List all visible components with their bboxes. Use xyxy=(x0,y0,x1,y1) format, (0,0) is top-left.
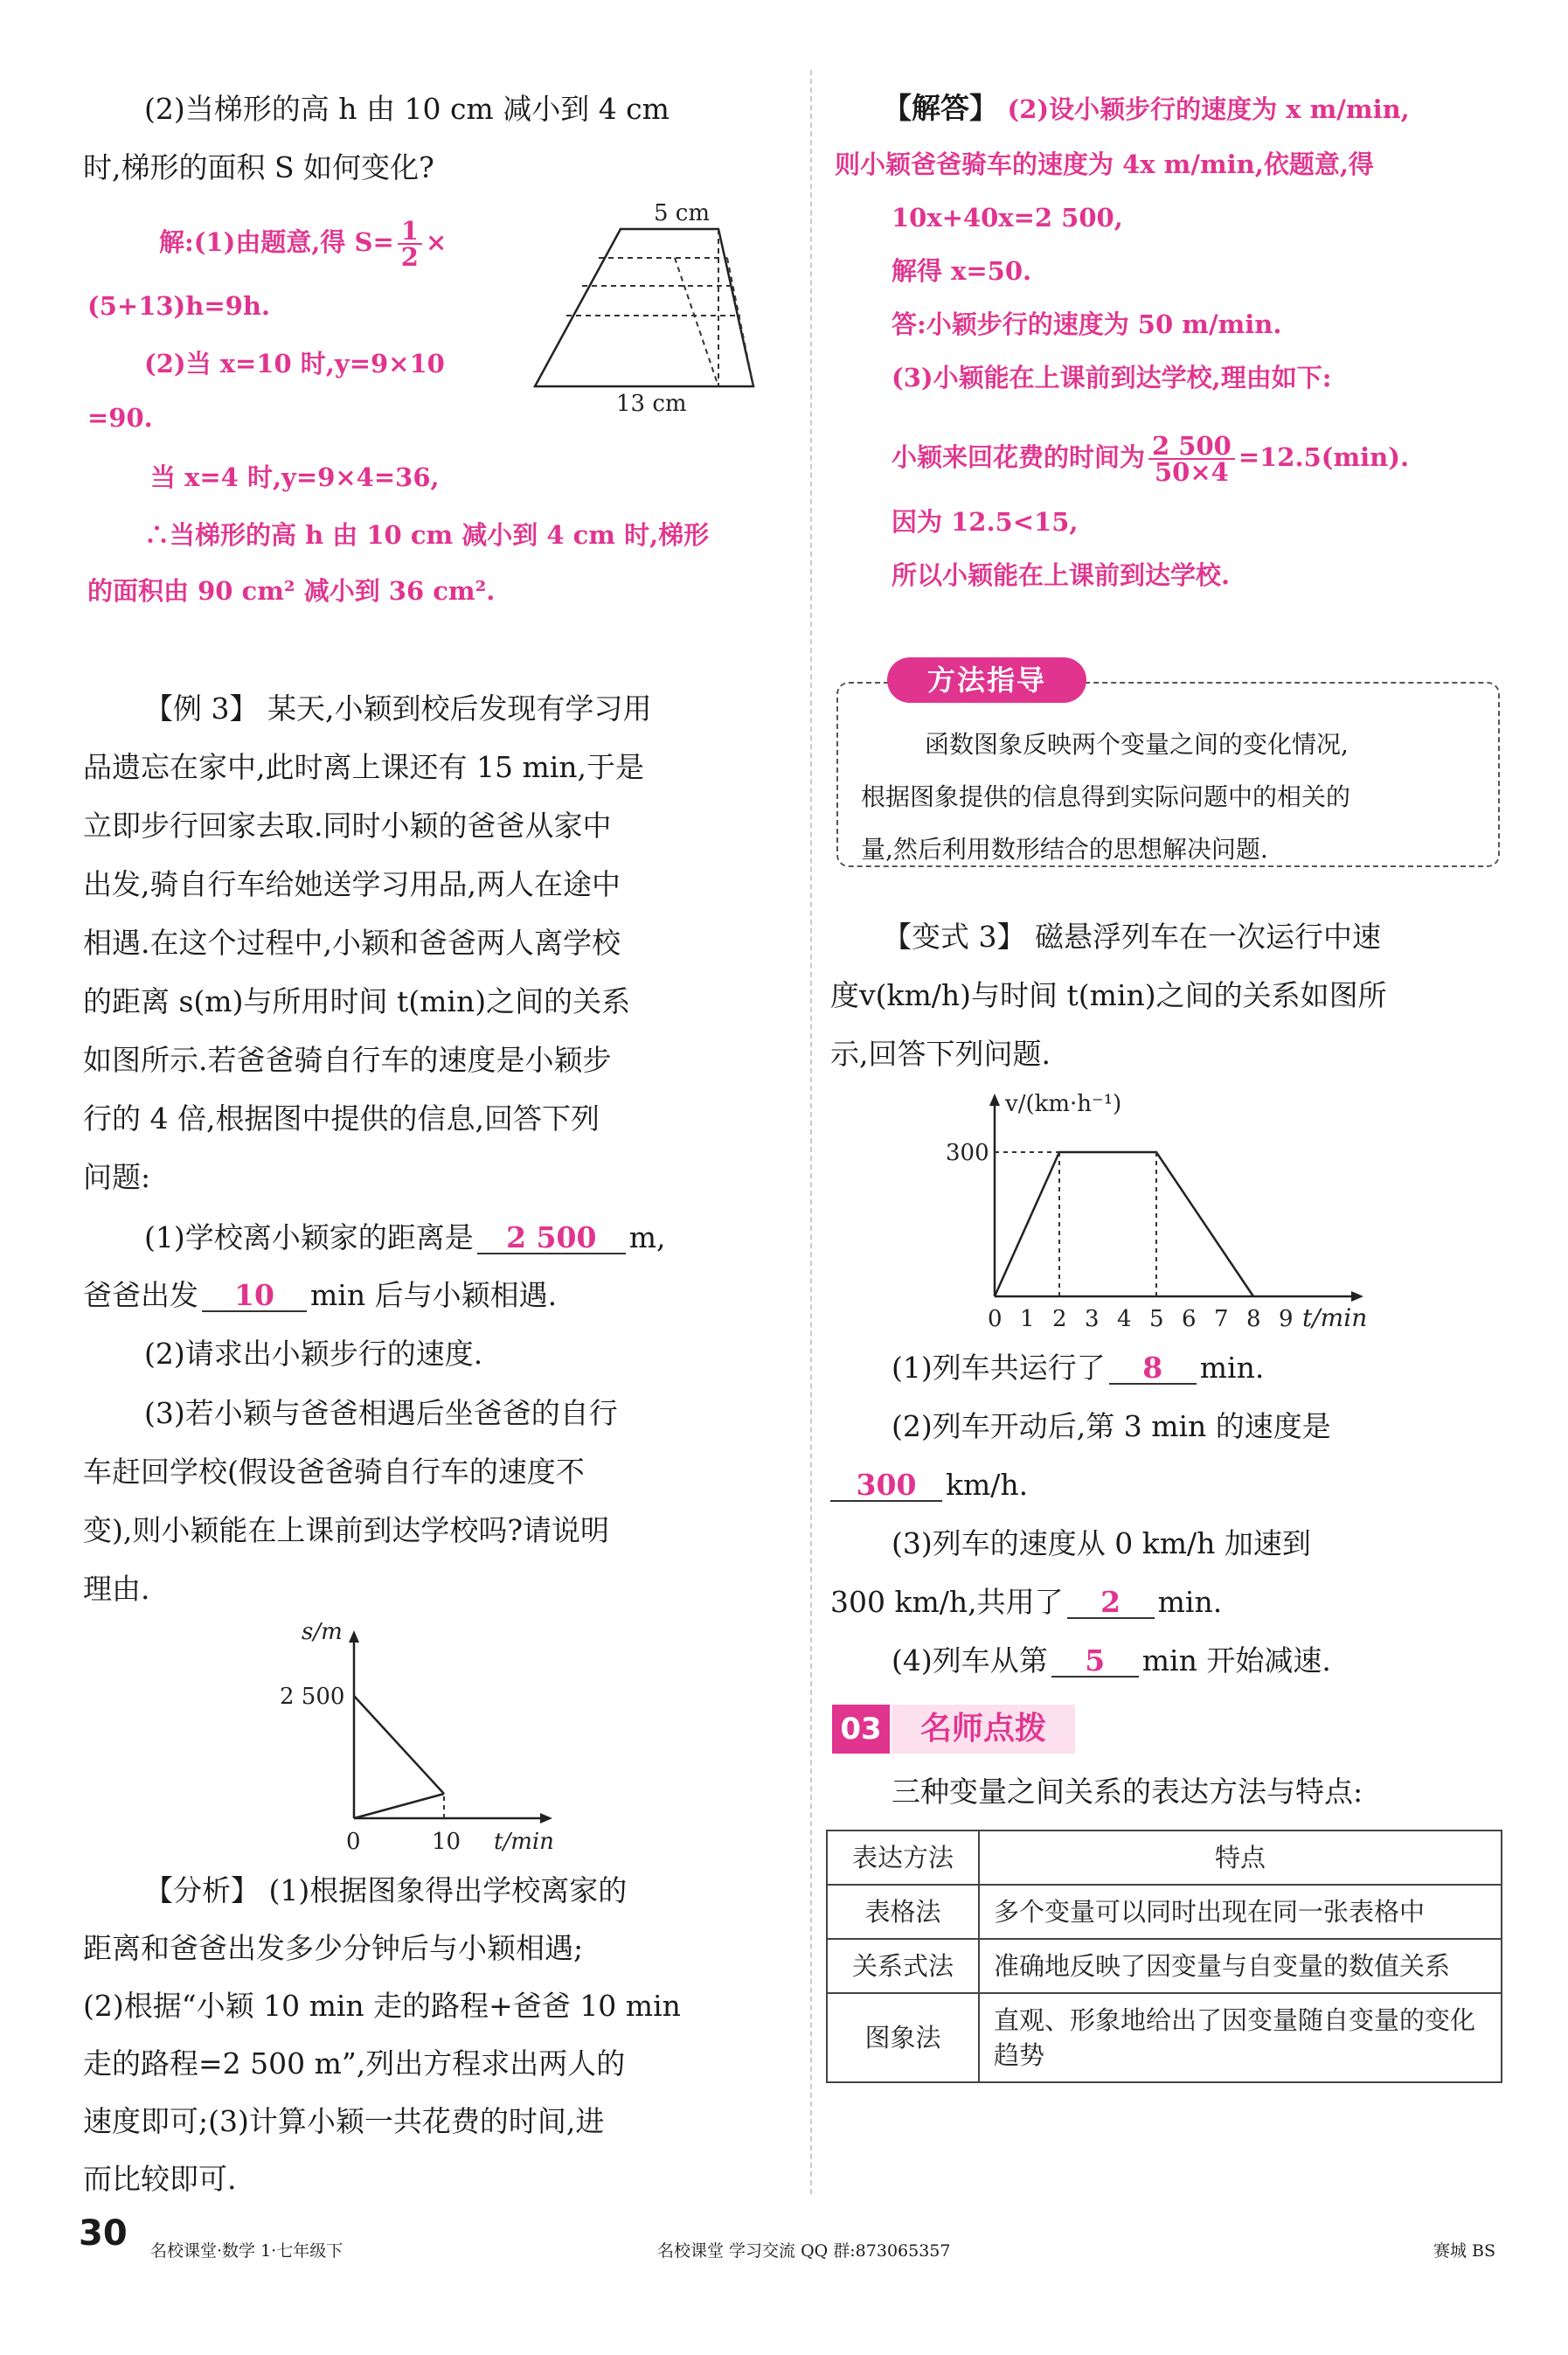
example3-line-2: 立即步行回家去取.同时小颖的爸爸从家中 xyxy=(83,809,612,843)
answer-blank-total-time: 8 xyxy=(1109,1353,1197,1385)
answer-line-0 xyxy=(883,91,1410,127)
fraction-numerator: 1 xyxy=(398,219,422,245)
chart2-xtick-2: 2 xyxy=(1052,1306,1067,1332)
expression-methods-table xyxy=(826,1830,1502,2083)
method-line-2: 量,然后利用数形结合的思想解决问题. xyxy=(861,835,1268,864)
analysis-line-1: 距离和爸爸出发多少分钟后与小颖相遇; xyxy=(83,1931,584,1965)
answer-so: 所以小颖能在上课前到达学校. xyxy=(892,560,1231,590)
table-row xyxy=(827,1885,1502,1939)
q3-line-0: (3)若小颖与爸爸相遇后坐爸爸的自行 xyxy=(144,1396,618,1430)
chart2-xtick-5: 5 xyxy=(1149,1306,1164,1332)
time-fraction-numerator: 2 500 xyxy=(1148,434,1235,460)
example3-line-6: 如图所示.若爸爸骑自行车的速度是小颖步 xyxy=(83,1043,612,1077)
solution-1-fraction xyxy=(398,216,422,272)
table-header-method: 表达方法 xyxy=(827,1831,979,1885)
chart2-velocity-line xyxy=(995,1152,1253,1296)
q1-text-a: (1)学校离小颖家的距离是 xyxy=(144,1220,474,1254)
solution-1-times: × xyxy=(425,227,448,257)
variant-q2-line2 xyxy=(830,1468,1028,1503)
analysis-line-4: 速度即可;(3)计算小颖一共花费的时间,进 xyxy=(83,2104,605,2138)
solution-2b: =90. xyxy=(87,403,153,433)
solution-1a xyxy=(159,216,448,272)
solution-1b: (5+13)h=9h. xyxy=(87,291,271,321)
chart2-xtick-9: 9 xyxy=(1279,1306,1294,1332)
variant-q3-line2 xyxy=(830,1585,1222,1620)
chart2-xtick-4: 4 xyxy=(1117,1306,1132,1332)
answer-line-3: 解得 x=50. xyxy=(892,256,1032,286)
q1-text-d: min 后与小颖相遇. xyxy=(310,1278,558,1312)
example3-line-7: 行的 4 倍,根据图中提供的信息,回答下列 xyxy=(83,1101,600,1136)
example3-line-4: 相遇.在这个过程中,小颖和爸爸两人离学校 xyxy=(83,926,621,960)
chart1-line-father xyxy=(354,1794,444,1818)
table-cell-method: 图象法 xyxy=(827,1993,979,2082)
table-row xyxy=(827,1939,1502,1993)
table-header-row xyxy=(827,1831,1502,1885)
answer-because: 因为 12.5<15, xyxy=(892,507,1079,537)
trapezoid-figure xyxy=(524,200,769,417)
solution-3: 当 x=4 时,y=9×4=36, xyxy=(150,462,440,492)
table-row xyxy=(827,1993,1502,2082)
method-guide-badge: 方法指导 xyxy=(887,657,1086,703)
method-line-0: 函数图象反映两个变量之间的变化情况, xyxy=(925,730,1349,759)
trapezoid-top-label: 5 cm xyxy=(654,200,711,226)
answer-time-line xyxy=(892,431,1410,487)
footer-edition: 赛城 BS xyxy=(1433,2241,1496,2261)
page-number: 30 xyxy=(79,2213,128,2254)
variant-q1 xyxy=(892,1351,1264,1386)
q2-text: (2)请求出小颖步行的速度. xyxy=(144,1337,483,1371)
variant3-line-0: 【变式 3】 磁悬浮列车在一次运行中速 xyxy=(883,920,1381,954)
chart2-ylabel: v/(km·h⁻¹) xyxy=(1005,1091,1122,1117)
table-cell-method: 表格法 xyxy=(827,1885,979,1939)
variant-q2-b: km/h. xyxy=(946,1468,1029,1502)
chart2-xtick-8: 8 xyxy=(1246,1306,1261,1332)
footer-center-text: 名校课堂 学习交流 QQ 群:873065357 xyxy=(657,2241,951,2261)
section-title: 名师点拨 xyxy=(892,1705,1075,1754)
q2-line-2: 时,梯形的面积 S 如何变化? xyxy=(83,150,434,184)
answer-blank-decel-start: 5 xyxy=(1051,1646,1139,1678)
variant-q3-b: 300 km/h,共用了 xyxy=(830,1585,1064,1619)
q3-line-2: 变),则小颖能在上课前到达学校吗?请说明 xyxy=(83,1513,610,1547)
footer-book-title: 名校课堂·数学 1·七年级下 xyxy=(150,2241,343,2261)
table-cell-method: 关系式法 xyxy=(827,1939,979,1993)
answer-label: 【解答】 xyxy=(883,91,998,125)
solution-1a-text: 解:(1)由题意,得 S= xyxy=(159,227,394,257)
chart1-ytick-2500: 2 500 xyxy=(280,1684,345,1710)
example3-line-1: 品遗忘在家中,此时离上课还有 15 min,于是 xyxy=(83,750,645,784)
variant-q4-a: (4)列车从第 xyxy=(892,1643,1048,1678)
table-cell-feature: 准确地反映了因变量与自变量的数值关系 xyxy=(979,1939,1502,1993)
analysis-line-0: 【分析】 (1)根据图象得出学校离家的 xyxy=(144,1873,628,1907)
variant-q1-b: min. xyxy=(1199,1351,1265,1385)
solution-2a: (2)当 x=10 时,y=9×10 xyxy=(144,349,445,379)
answer-time-fraction xyxy=(1148,431,1235,487)
trapezoid-dashed-diag xyxy=(675,258,718,386)
time-fraction-denominator: 50×4 xyxy=(1155,457,1229,487)
answer-line-2: 10x+40x=2 500, xyxy=(892,203,1123,233)
solution-4b: 的面积由 90 cm² 减小到 36 cm². xyxy=(87,576,496,606)
table-header-feature: 特点 xyxy=(979,1831,1502,1885)
chart-distance-time xyxy=(262,1619,594,1858)
answer-blank-meet-time: 10 xyxy=(202,1281,307,1312)
answer-blank-distance: 2 500 xyxy=(477,1223,626,1254)
variant-q3-c: min. xyxy=(1157,1585,1223,1619)
analysis-line-3: 走的路程=2 500 m”,列出方程求出两人的 xyxy=(83,2046,626,2081)
chart2-y-arrow xyxy=(989,1094,1000,1106)
q1-text-b: m, xyxy=(628,1220,666,1254)
chart1-line-xiaoying xyxy=(354,1696,444,1794)
section-intro: 三种变量之间关系的表达方法与特点: xyxy=(892,1775,1363,1809)
chart2-xtick-0: 0 xyxy=(988,1306,1003,1332)
answer-blank-accel-time: 2 xyxy=(1067,1587,1155,1619)
solution-4a: ∴当梯形的高 h 由 10 cm 减小到 4 cm 时,梯形 xyxy=(144,520,710,550)
chart2-xtick-1: 1 xyxy=(1020,1306,1035,1332)
chart2-xtick-3: 3 xyxy=(1085,1306,1100,1332)
analysis-line-5: 而比较即可. xyxy=(83,2162,237,2196)
variant-q3-a: (3)列车的速度从 0 km/h 加速到 xyxy=(892,1526,1311,1560)
table-cell-feature: 多个变量可以同时出现在同一张表格中 xyxy=(979,1885,1502,1939)
example3-line-5: 的距离 s(m)与所用时间 t(min)之间的关系 xyxy=(83,984,631,1018)
example3-line-0: 【例 3】 某天,小颖到校后发现有学习用 xyxy=(144,691,652,726)
q3-line-1: 车赶回学校(假设爸爸骑自行车的速度不 xyxy=(83,1455,585,1489)
answer-line-4: 答:小颖步行的速度为 50 m/min. xyxy=(892,309,1282,339)
chart1-y-arrow xyxy=(349,1630,359,1643)
table-cell-feature: 直观、形象地给出了因变量随自变量的变化趋势 xyxy=(979,1993,1502,2082)
q2-line-1: (2)当梯形的高 h 由 10 cm 减小到 4 cm xyxy=(144,92,670,126)
method-line-1: 根据图象提供的信息得到实际问题中的相关的 xyxy=(861,782,1351,811)
fraction-denominator: 2 xyxy=(400,242,419,272)
chart1-x-arrow xyxy=(540,1813,552,1824)
chart2-xlabel: t/min xyxy=(1302,1303,1368,1332)
q1-line-2 xyxy=(83,1278,557,1313)
variant3-line-1: 度v(km/h)与时间 t(min)之间的关系如图所 xyxy=(830,978,1387,1012)
chart1-ylabel: s/m xyxy=(302,1619,343,1645)
variant-q4-b: min 开始减速. xyxy=(1141,1643,1331,1678)
chart1-xlabel: t/min xyxy=(494,1829,554,1855)
chart2-x-arrow xyxy=(1351,1291,1363,1302)
q3-line-3: 理由. xyxy=(83,1572,150,1606)
answer-time-b: =12.5(min). xyxy=(1238,442,1410,472)
chart-velocity-time xyxy=(935,1088,1398,1333)
answer-blank-speed: 300 xyxy=(830,1470,942,1502)
chart2-xtick-6: 6 xyxy=(1182,1306,1197,1332)
column-divider xyxy=(810,70,812,2194)
trapezoid-outline xyxy=(535,229,753,386)
example3-line-8: 问题: xyxy=(83,1160,151,1194)
chart1-xtick-0: 0 xyxy=(346,1829,361,1855)
q1-text-c: 爸爸出发 xyxy=(83,1278,198,1312)
trapezoid-bottom-label: 13 cm xyxy=(616,391,687,417)
section-number: 03 xyxy=(832,1705,890,1754)
variant-q4 xyxy=(892,1643,1331,1678)
answer-line-1: 则小颖爸爸骑车的速度为 4x m/min,依题意,得 xyxy=(835,149,1374,179)
analysis-line-2: (2)根据“小颖 10 min 走的路程+爸爸 10 min xyxy=(83,1989,681,2023)
variant3-line-2: 示,回答下列问题. xyxy=(830,1037,1051,1071)
chart2-ytick-300: 300 xyxy=(946,1140,989,1166)
chart2-x-ticks xyxy=(988,1306,1294,1332)
variant-q2-a: (2)列车开动后,第 3 min 的速度是 xyxy=(892,1409,1331,1443)
answer-time-a: 小颖来回花费的时间为 xyxy=(892,442,1146,472)
answer-line-5: (3)小颖能在上课前到达学校,理由如下: xyxy=(892,363,1332,392)
variant-q1-a: (1)列车共运行了 xyxy=(892,1351,1106,1385)
q1-line-1 xyxy=(144,1220,666,1255)
example3-line-3: 出发,骑自行车给她送学习用品,两人在途中 xyxy=(83,867,621,901)
chart1-xtick-10: 10 xyxy=(432,1829,461,1855)
chart2-xtick-7: 7 xyxy=(1214,1306,1229,1332)
answer-text-0: (2)设小颖步行的速度为 x m/min, xyxy=(1007,94,1410,124)
